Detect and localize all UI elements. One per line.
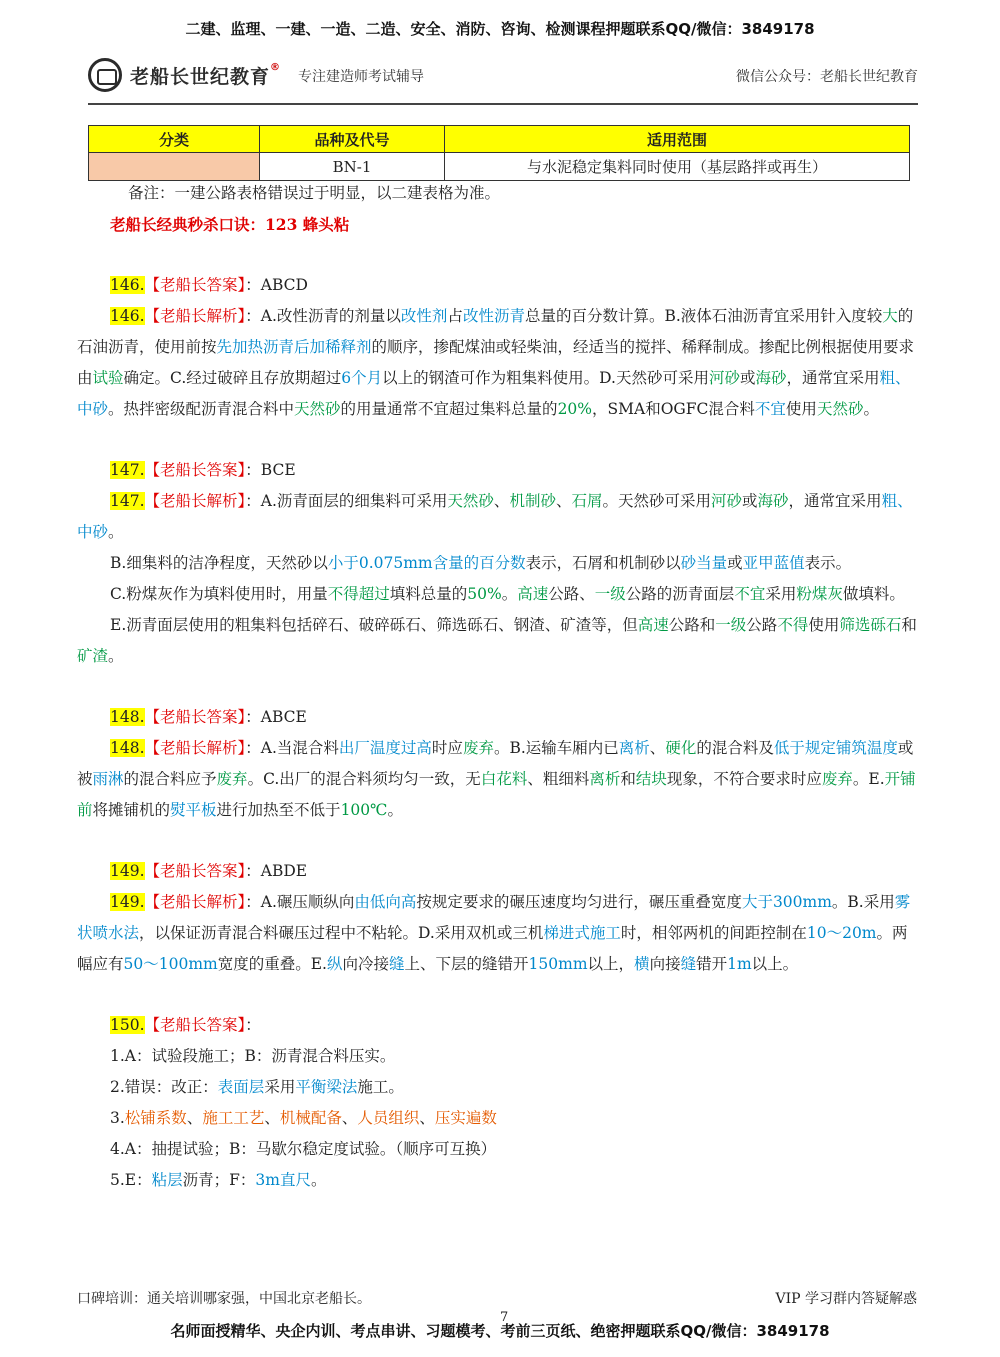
answer-149: 149.【老船长答案】：ABDE [110,862,308,880]
answer-148: 148.【老船长答案】：ABCE [110,708,307,726]
answer-150-line-3: 3.松铺系数、施工工艺、机械配备、人员组织、压实遍数 [110,1109,497,1127]
analysis-147: 147.【老船长解析】：A.沥青面层的细集料可采用天然砂、机制砂、石屑。天然砂可采用河砂或海砂，通常宜采用粗、中砂。 [77,492,913,541]
answer-146: 146.【老船长答案】：ABCD [110,276,308,294]
analysis-149: 149.【老船长解析】：A.碾压顺纵向由低向高按规定要求的碾压速度均匀进行，碾压重叠宽度大于300mm。B.采用雾状喷水法，以保证沥青混合料碾压过程中不粘轮。D.采用双机或三机梯进式施工时，相邻两机的间距控制在10～20m。两幅应有50～100mm宽度的重叠。E.纵向冷接缝上、下层的缝错开150mm以上，横向接缝错开1m以上。 [77,893,911,973]
page-number: 7 [500,1310,509,1325]
table-cell: BN-1 [260,153,445,181]
analysis-147-b: B.细集料的洁净程度，天然砂以小于0.075mm含量的百分数表示，石屑和机制砂以砂当量或亚甲蓝值表示。 [110,554,852,572]
tagline: 专注建造师考试辅导 [298,69,424,85]
table-header-row [89,126,910,153]
analysis-148: 148.【老船长解析】：A.当混合料出厂温度过高时应废弃。B.运输车厢内已离析、硬化的混合料及低于规定铺筑温度或被雨淋的混合料应予废弃。C.出厂的混合料须均匀一致，无白花料、粗细料离析和结块现象，不符合要求时应废弃。E.开铺前将摊铺机的熨平板进行加热至不低于100℃。 [77,739,916,819]
table-header: 适用范围 [445,126,910,153]
answer-150-line-2: 2.错误：改正：表面层采用平衡梁法施工。 [110,1078,404,1096]
wechat-account: 微信公众号：老船长世纪教育 [736,69,918,85]
table-note: 备注：一建公路表格错误过于明显，以二建表格为准。 [128,184,501,202]
analysis-147-c: C.粉煤灰作为填料使用时，用量不得超过填料总量的50%。高速公路、一级公路的沥青面层不宜采用粉煤灰做填料。 [110,585,905,603]
answer-150: 150.【老船长答案】： [110,1016,261,1034]
answer-150-line-1: 1.A：试验段施工；B：沥青混合料压实。 [110,1047,396,1065]
table-header: 品种及代号 [260,126,445,153]
logo [88,58,281,92]
logo-text: 老船长世纪教育® [130,61,282,88]
footer-slogan: 口碑培训：通关培训哪家强，中国北京老船长。 [77,1291,371,1307]
ship-logo-icon [88,58,122,92]
category-table [88,125,910,181]
table-header: 分类 [89,126,260,153]
analysis-146: 146.【老船长解析】：A.改性沥青的剂量以改性剂占改性沥青总量的百分数计算。B.液体石油沥青宜采用针入度较大的石油沥青，使用前按先加热沥青后加稀释剂的顺序，掺配煤油或轻柴油，经适当的搅拌、稀释制成。掺配比例根据使用要求由试验确定。C.经过破碎且存放期超过6个月以上的钢渣可作为粗集料使用。D.天然砂可采用河砂或海砂，通常宜采用粗、中砂。热拌密级配沥青混合料中天然砂的用量通常不宜超过集料总量的20%，SMA和OGFC混合料不宜使用天然砂。 [77,307,915,418]
table-cell: 与水泥稳定集料同时使用（基层路拌或再生） [445,153,910,181]
answer-150-line-5: 5.E：粘层沥青；F：3m直尺。 [110,1171,327,1189]
footer-vip: VIP 学习群内答疑解惑 [775,1291,917,1307]
table-row [89,153,910,181]
mnemonic: 老船长经典秒杀口诀：123 蜂头粘 [110,215,350,234]
header-divider [88,103,918,105]
answer-147: 147.【老船长答案】：BCE [110,461,296,479]
page-header [88,58,918,94]
bottom-banner: 名师面授精华、央企内训、考点串讲、习题模考、考前三页纸、绝密押题联系QQ/微信：3849178 [170,1322,830,1340]
top-banner: 二建、监理、一建、一造、二造、安全、消防、咨询、检测课程押题联系QQ/微信：3849178 [185,20,815,38]
answer-150-line-4: 4.A：抽提试验；B：马歇尔稳定度试验。（顺序可互换） [110,1140,497,1158]
main-content [77,178,923,1196]
table-cell [89,153,260,181]
analysis-147-e: E.沥青面层使用的粗集料包括碎石、破碎砾石、筛选砾石、钢渣、矿渣等，但高速公路和一级公路不得使用筛选砾石和矿渣。 [77,616,917,665]
registered-mark: ® [270,61,282,73]
